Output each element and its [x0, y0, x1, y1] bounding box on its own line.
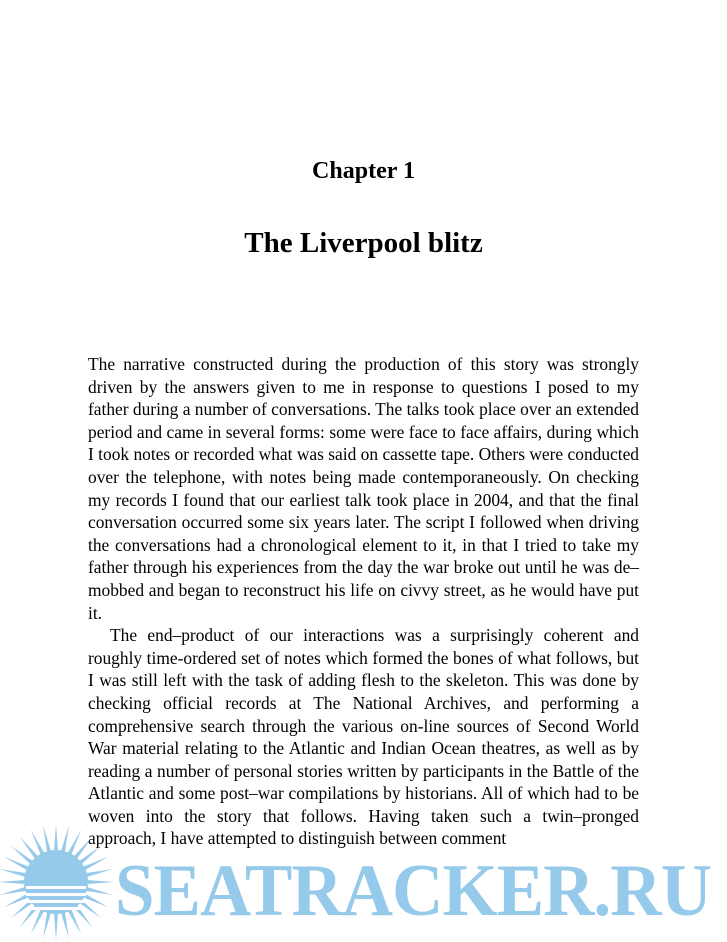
sun-ray	[54, 912, 58, 940]
sun-ray	[85, 887, 113, 895]
watermark-text: SEATRACKER.RU	[115, 850, 712, 932]
sun-ray	[0, 880, 26, 884]
sun-ray	[85, 869, 113, 877]
sun-stripe	[26, 886, 86, 889]
sun-disc	[24, 850, 88, 914]
sun-ray	[61, 826, 69, 854]
sun-ray	[0, 869, 27, 877]
sun-ray	[0, 887, 27, 895]
body-text	[88, 353, 639, 850]
sun-stripe	[26, 907, 86, 910]
chapter-number: Chapter 1	[312, 158, 415, 184]
paragraph: The narrative constructed during the production of this story was strongly driven by the answers given to me in response to questions I posed to my father during a number of conversations. The talks took place over an extended period and came in several forms: some were face to face affairs, during which I took notes or recorded what was said on cassette tape. Others were conducted over the telephone, with notes being made contemporaneously. On checking my records I found that our earliest talk took place in 2004, and that the final conversation occurred some six years later. The script I followed when driving the conversations had a chronological element to it, in that I tried to take my father through his experiences from the day the war broke out until he was de–mobbed and began to reconstruct his life on civvy street, as he would have put it.	[88, 354, 639, 623]
sun-ray	[61, 911, 69, 939]
sun-stripe	[26, 900, 86, 903]
sun-stripe	[26, 893, 86, 896]
sun-ray	[54, 824, 58, 852]
sun-ray	[86, 880, 114, 884]
sun-ray	[43, 826, 51, 854]
sun-ray	[43, 911, 51, 939]
paragraph: The end–product of our interactions was a surprisingly coherent and roughly time-ordered set of notes which formed the bones of what follows, but I was still left with the task of adding flesh to the skeleton. This was done by checking official records at The National Archives, and performing a comprehensive search through the various on-line sources of Second World War material relating to the Atlantic and Indian Ocean theatres, as well as by reading a number of personal stories written by participants in the Battle of the Atlantic and some post–war compilations by historians. All of which had to be woven into the story that follows. Having taken such a twin–pronged approach, I have attempted to distinguish between comment	[88, 625, 639, 849]
chapter-title: The Liverpool blitz	[244, 227, 483, 259]
